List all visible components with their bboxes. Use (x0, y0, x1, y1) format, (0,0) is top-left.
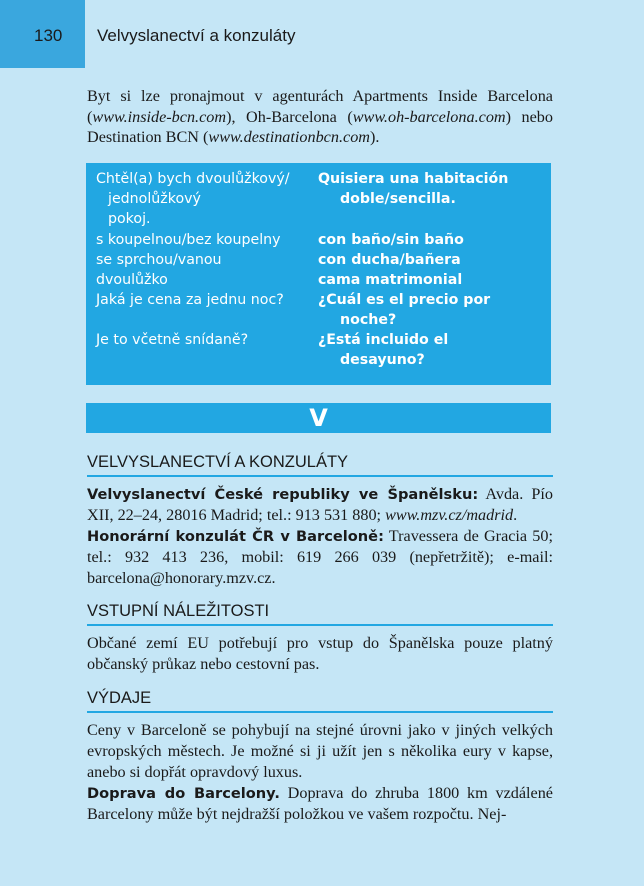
page-number-tab (0, 0, 85, 68)
phrase-spanish: cama matrimonial (318, 272, 463, 288)
embassy-text-end: . (513, 506, 518, 524)
phrase-czech: Jaká je cena za jednu noc? (96, 292, 284, 308)
phrase-es-line: ¿Cuál es el precio por (318, 292, 491, 308)
letter-divider (86, 403, 551, 433)
intro-text-1: Byt si lze pronajmout v agenturách Apartments Inside Barcelona ( (87, 87, 553, 126)
link-destination-bcn[interactable]: www.destinationbcn.com (208, 128, 370, 146)
section-letter: V (309, 404, 328, 432)
link-oh-barcelona[interactable]: www.oh-barcelona.com (352, 107, 506, 126)
phrase-es-line: Quisiera una habitación (318, 171, 509, 187)
phrase-czech: se sprchou/vanou (96, 252, 222, 268)
transport-text: Doprava do zhruba 1800 km vzdálené Barcelony může být nejdražší položkou ve vašem rozpočtu. Nej- (87, 784, 553, 823)
expenses-text (87, 720, 553, 825)
intro-text-4: ). (369, 128, 380, 146)
entry-text: Občané zemí EU potřebují pro vstup do Španělska pouze platný občanský průkaz nebo cestovní pas. (87, 634, 553, 673)
phrase-czech (96, 169, 316, 229)
embassy-label: Velvyslanectví České republiky ve Španělsku: (87, 486, 479, 503)
phrase-czech: s koupelnou/bez koupelny (96, 232, 281, 248)
phrase-es-line: doble/sencilla. (340, 191, 456, 207)
running-title: Velvyslanectví a konzuláty (97, 26, 296, 45)
embassy-text (87, 484, 553, 589)
phrase-cz-line: pokoj. (108, 211, 151, 227)
phrase-spanish (318, 330, 546, 370)
phrase-es-line: desayuno? (340, 352, 425, 368)
intro-text-3: ) nebo Destination BCN ( (87, 107, 553, 146)
phrase-cz-line: jednolůžkový (108, 191, 201, 207)
phrase-spanish (318, 290, 546, 330)
phrase-es-line: noche? (340, 312, 397, 328)
expenses-intro: Ceny v Barceloně se pohybují na stejné úrovni jako v jiných velkých evropských městech. Je možné si ji užít jen s několika eury v kapse, anebo si dopřát opravdový luxus. (87, 721, 553, 781)
phrase-spanish (318, 169, 546, 209)
phrase-es-line: ¿Está incluido el (318, 332, 449, 348)
section-title-entry: VSTUPNÍ NÁLEŽITOSTI (87, 602, 553, 626)
transport-label: Doprava do Barcelony. (87, 785, 280, 802)
phrase-spanish: con baño/sin baño (318, 232, 464, 248)
phrase-cz-line: Chtěl(a) bych dvoulůžkový/ (96, 171, 290, 187)
page-header (0, 0, 644, 68)
consulate-address: Travessera de Gracia 50; tel.: 932 413 236, mobil: 619 266 039 (nepřetržitě); e-mail: barcelona@honorary.mzv.cz. (87, 527, 553, 587)
link-inside-bcn[interactable]: www.inside-bcn.com (92, 107, 227, 126)
phrase-spanish: con ducha/bañera (318, 252, 461, 268)
phrase-czech: dvoulůžko (96, 272, 168, 288)
phrase-czech: Je to včetně snídaně? (96, 332, 249, 348)
intro-text-2: ), Oh-Barcelona ( (226, 107, 353, 126)
section-title-expenses: VÝDAJE (87, 689, 553, 713)
intro-paragraph (87, 86, 553, 148)
section-title-embassy: VELVYSLANECTVÍ A KONZULÁTY (87, 453, 553, 477)
link-mzv-madrid[interactable]: www.mzv.cz/madrid (385, 506, 514, 524)
consulate-label: Honorární konzulát ČR v Barceloně: (87, 528, 384, 545)
page-number: 130 (34, 26, 63, 45)
embassy-address: Avda. Pío XII, 22–24, 28016 Madrid; tel.: 913 531 880; (87, 485, 553, 524)
phrasebook-box (86, 163, 551, 385)
